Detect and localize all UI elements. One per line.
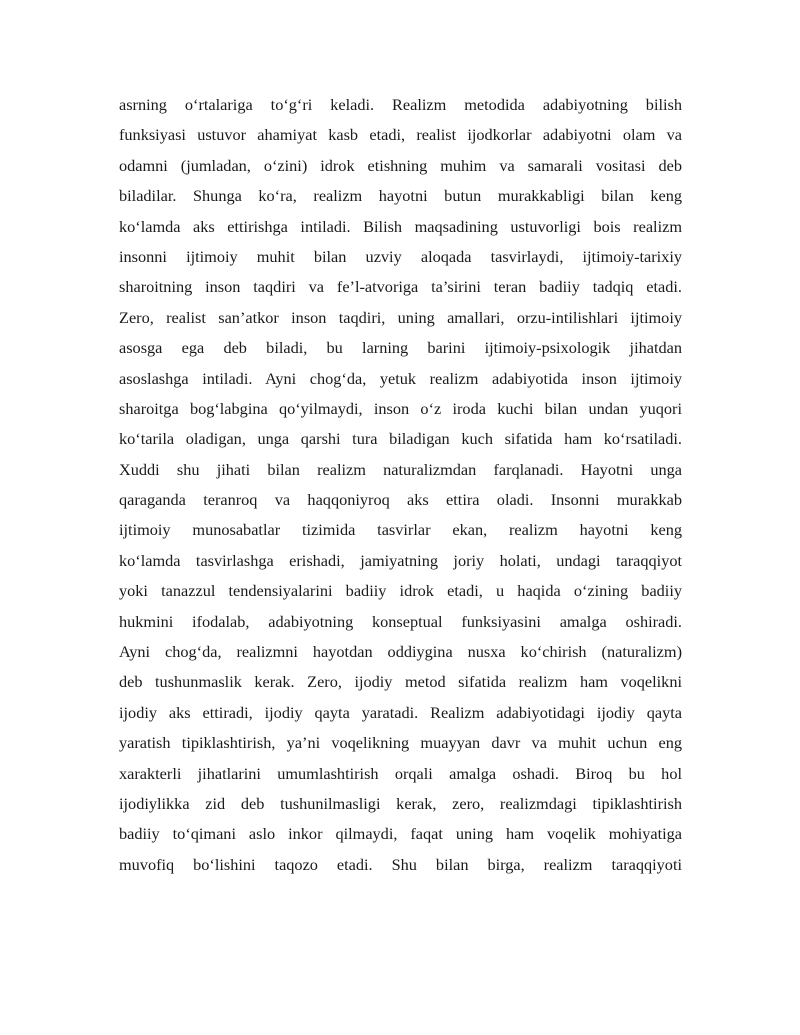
text-line: asoslashga intiladi. Ayni chog‘da, yetuk realizm adabiyotida inson ijtimoiy (119, 368, 682, 388)
text-line: asrning o‘rtalariga to‘g‘ri keladi. Realizm metodida adabiyotning bilish (119, 95, 682, 114)
text-line: Xuddi shu jihati bilan realizm naturalizmdan farqlanadi. Hayotni unga (119, 459, 682, 479)
body-text (119, 90, 682, 880)
text-line: ko‘lamda tasvirlashga erishadi, jamiyatning joriy holati, undagi taraqqiyot (119, 550, 682, 570)
text-line: yoki tanazzul tendensiyalarini badiiy idrok etadi, u haqida o‘zining badiiy (119, 581, 682, 601)
text-line: Ayni chog‘da, realizmni hayotdan oddiygina nusxa ko‘chirish (naturalizm) (119, 642, 682, 662)
text-line: ko‘lamda aks ettirishga intiladi. Bilish maqsadining ustuvorligi bois realizm (119, 216, 682, 236)
text-line: odamni (jumladan, o‘zini) idrok etishning muhim va samarali vositasi deb (119, 155, 682, 175)
text-line: Zero, realist san’atkor inson taqdiri, uning amallari, orzu-intilishlari ijtimoiy (119, 307, 682, 327)
text-line: sharoitga bog‘labgina qo‘yilmaydi, inson o‘z iroda kuchi bilan undan yuqori (119, 398, 682, 418)
text-line: badiiy to‘qimani aslo inkor qilmaydi, faqat uning ham voqelik mohiyatiga (119, 824, 682, 844)
text-line: deb tushunmaslik kerak. Zero, ijodiy metod sifatida realizm ham voqelikni (119, 672, 682, 692)
text-line: ijtimoiy munosabatlar tizimida tasvirlar ekan, realizm hayotni keng (119, 520, 682, 540)
text-line: sharoitning inson taqdiri va fe’l-atvoriga ta’sirini teran badiiy tadqiq etadi. (119, 277, 682, 297)
text-line: ijodiy aks ettiradi, ijodiy qayta yaratadi. Realizm adabiyotidagi ijodiy qayta (119, 702, 682, 722)
text-line: muvofiq bo‘lishini taqozo etadi. Shu bilan birga, realizm taraqqiyoti (119, 854, 682, 874)
text-line: yaratish tipiklashtirish, ya’ni voqelikning muayyan davr va muhit uchun eng (119, 733, 682, 753)
text-line: biladilar. Shunga ko‘ra, realizm hayotni butun murakkabligi bilan keng (119, 186, 682, 206)
text-line: insonni ijtimoiy muhit bilan uzviy aloqada tasvirlaydi, ijtimoiy-tarixiy (119, 246, 682, 266)
text-line: xarakterli jihatlarini umumlashtirish orqali amalga oshadi. Biroq bu hol (119, 763, 682, 783)
text-line: hukmini ifodalab, adabiyotning konseptual funksiyasini amalga oshiradi. (119, 611, 682, 631)
text-line: asosga ega deb biladi, bu larning barini ijtimoiy-psixologik jihatdan (119, 338, 682, 358)
text-line: qaraganda teranroq va haqqoniyroq aks ettira oladi. Insonni murakkab (119, 490, 682, 510)
text-line: funksiyasi ustuvor ahamiyat kasb etadi, realist ijodkorlar adabiyotni olam va (119, 125, 682, 145)
text-line: ijodiylikka zid deb tushunilmasligi kerak, zero, realizmdagi tipiklashtirish (119, 793, 682, 813)
text-line: ko‘tarila oladigan, unga qarshi tura biladigan kuch sifatida ham ko‘rsatiladi. (119, 429, 682, 449)
